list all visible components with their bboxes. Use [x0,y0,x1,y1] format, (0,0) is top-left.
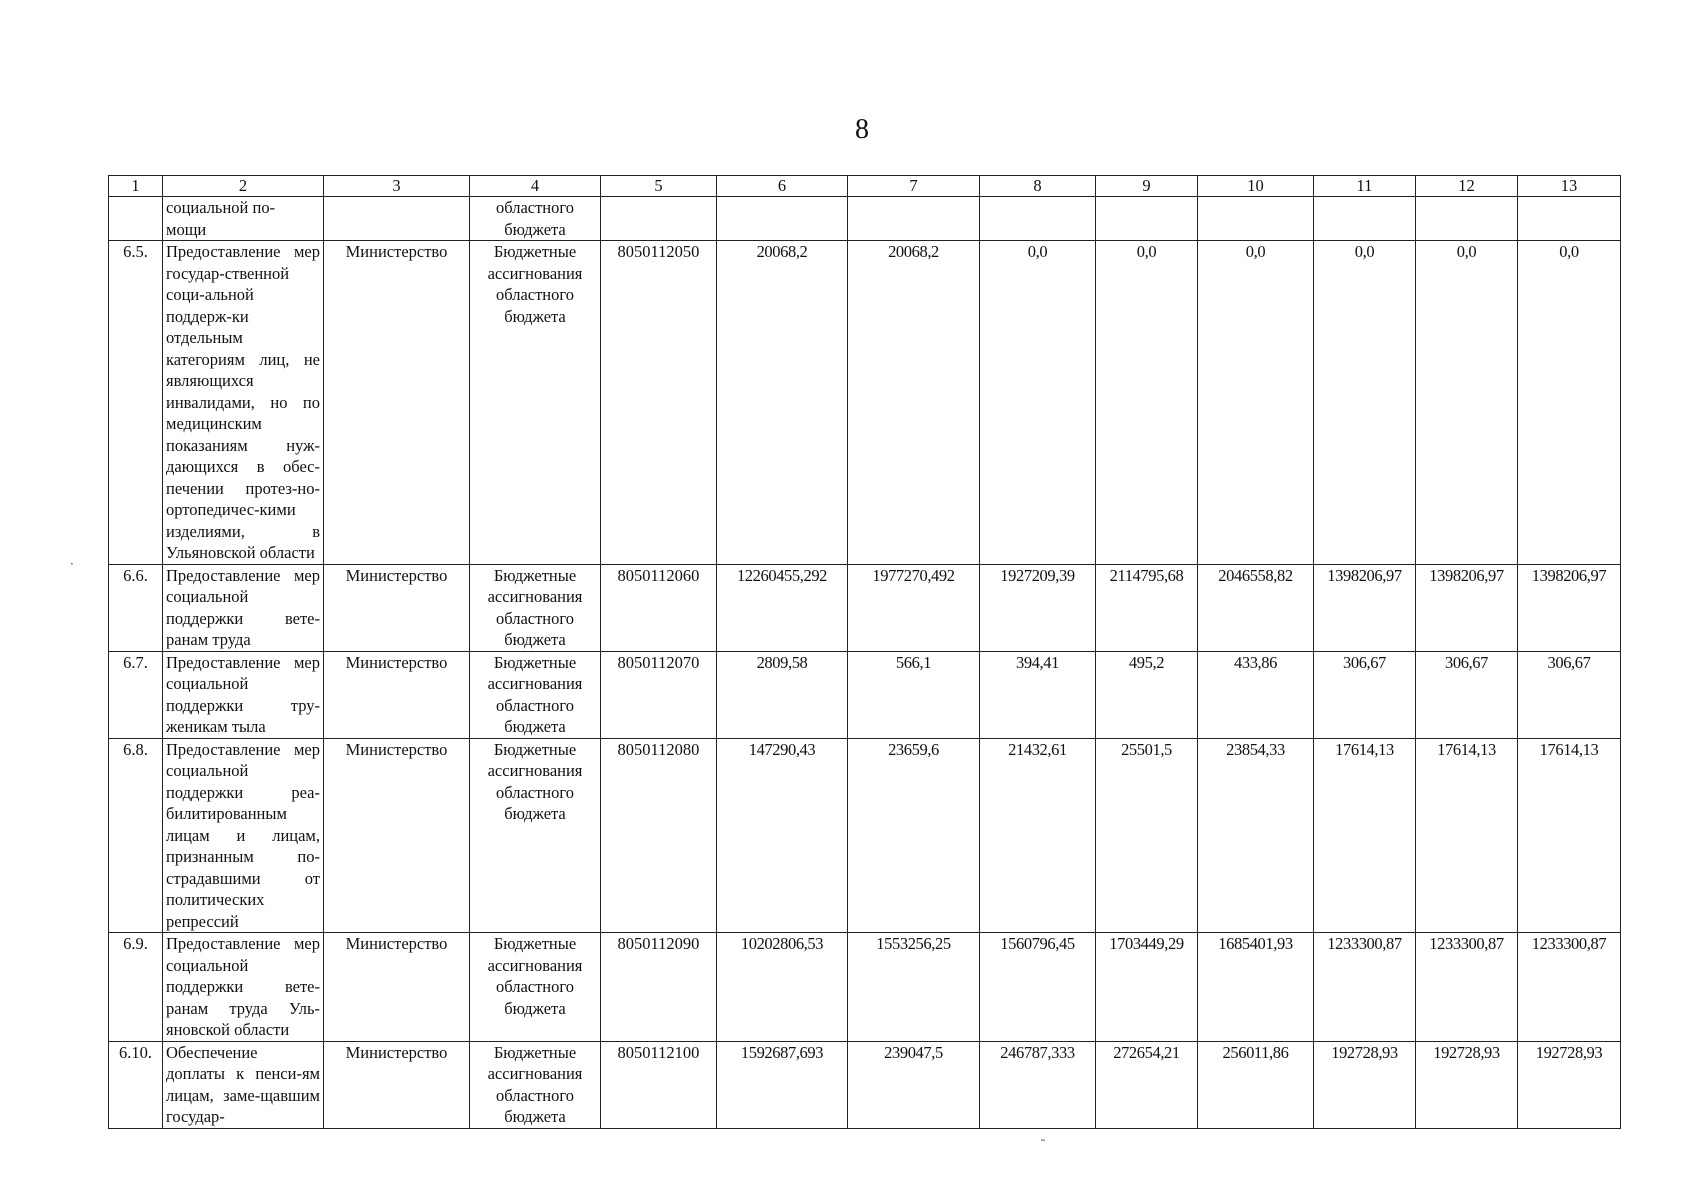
amount-col-10: 0,0 [1198,241,1314,565]
amount-col-6 [717,197,848,241]
funding-source: Бюджетные ассигнования областного бюджета [470,738,601,933]
amount-col-6: 10202806,53 [717,933,848,1042]
column-header-5: 5 [601,176,717,197]
amount-col-7: 566,1 [848,651,980,738]
amount-col-11: 17614,13 [1314,738,1416,933]
column-header-2: 2 [163,176,324,197]
amount-col-13: 0,0 [1518,241,1621,565]
page-number: 8 [855,114,869,145]
funding-source: Бюджетные ассигнования областного бюджета [470,241,601,565]
budget-code: 8050112070 [601,651,717,738]
amount-col-7: 1977270,492 [848,564,980,651]
amount-col-13: 1233300,87 [1518,933,1621,1042]
amount-col-13: 17614,13 [1518,738,1621,933]
amount-col-12: 1233300,87 [1416,933,1518,1042]
column-number-row [109,176,1621,197]
funding-source: Бюджетные ассигнования областного бюджета [470,564,601,651]
amount-col-12: 17614,13 [1416,738,1518,933]
amount-col-13 [1518,197,1621,241]
amount-col-12 [1416,197,1518,241]
amount-col-8: 21432,61 [980,738,1096,933]
amount-col-13: 1398206,97 [1518,564,1621,651]
column-header-1: 1 [109,176,163,197]
amount-col-9: 272654,21 [1096,1041,1198,1128]
row-number: 6.5. [109,241,163,565]
executor: Министерство [324,241,470,565]
column-header-4: 4 [470,176,601,197]
executor: Министерство [324,738,470,933]
amount-col-11: 0,0 [1314,241,1416,565]
amount-col-13: 306,67 [1518,651,1621,738]
amount-col-6: 147290,43 [717,738,848,933]
amount-col-11: 306,67 [1314,651,1416,738]
amount-col-6: 1592687,693 [717,1041,848,1128]
measure-name: Предоставление мер государ-ственной соци-альной поддерж-ки отдельным категориям лиц, не являющихся инвалидами, но по медицинским показаниям нуж-дающихся в обес-печении протез-но-ортопедичес-кими изделиями, в Ульяновской области [163,241,324,565]
table-row [109,241,1621,565]
measure-name: Предоставление мер социальной поддержки тру-женикам тыла [163,651,324,738]
amount-col-11: 1233300,87 [1314,933,1416,1042]
margin-mark: · [70,557,74,571]
amount-col-11 [1314,197,1416,241]
funding-source: Бюджетные ассигнования областного бюджета [470,1041,601,1128]
amount-col-8: 0,0 [980,241,1096,565]
budget-code [601,197,717,241]
table-row [109,651,1621,738]
column-header-8: 8 [980,176,1096,197]
row-number: 6.9. [109,933,163,1042]
measure-name: Предоставление мер социальной поддержки вете-ранам труда [163,564,324,651]
table-row [109,564,1621,651]
funding-source: областного бюджета [470,197,601,241]
amount-col-6: 20068,2 [717,241,848,565]
column-header-13: 13 [1518,176,1621,197]
amount-col-8: 394,41 [980,651,1096,738]
budget-table [108,175,1621,1129]
executor: Министерство [324,651,470,738]
measure-name: Предоставление мер социальной поддержки реа-билитированным лицам и лицам, признанным по-страдавшими от политических репрессий [163,738,324,933]
funding-source: Бюджетные ассигнования областного бюджета [470,651,601,738]
budget-code: 8050112060 [601,564,717,651]
column-header-10: 10 [1198,176,1314,197]
amount-col-7: 23659,6 [848,738,980,933]
table-row [109,738,1621,933]
amount-col-9: 25501,5 [1096,738,1198,933]
column-header-7: 7 [848,176,980,197]
amount-col-10 [1198,197,1314,241]
executor: Министерство [324,933,470,1042]
amount-col-8: 1560796,45 [980,933,1096,1042]
amount-col-8: 1927209,39 [980,564,1096,651]
amount-col-7 [848,197,980,241]
column-header-6: 6 [717,176,848,197]
table-row [109,933,1621,1042]
amount-col-11: 192728,93 [1314,1041,1416,1128]
amount-col-9 [1096,197,1198,241]
measure-name: Обеспечение доплаты к пенси-ям лицам, заме-щавшим государ- [163,1041,324,1128]
table-body [109,197,1621,1129]
margin-mark: ˜ [1040,1138,1046,1152]
amount-col-7: 20068,2 [848,241,980,565]
measure-name: Предоставление мер социальной поддержки вете-ранам труда Уль-яновской области [163,933,324,1042]
column-header-12: 12 [1416,176,1518,197]
column-header-9: 9 [1096,176,1198,197]
amount-col-11: 1398206,97 [1314,564,1416,651]
amount-col-10: 23854,33 [1198,738,1314,933]
amount-col-13: 192728,93 [1518,1041,1621,1128]
amount-col-9: 2114795,68 [1096,564,1198,651]
row-number [109,197,163,241]
budget-code: 8050112080 [601,738,717,933]
amount-col-10: 256011,86 [1198,1041,1314,1128]
budget-code: 8050112090 [601,933,717,1042]
amount-col-12: 0,0 [1416,241,1518,565]
executor [324,197,470,241]
amount-col-7: 239047,5 [848,1041,980,1128]
amount-col-7: 1553256,25 [848,933,980,1042]
row-number: 6.7. [109,651,163,738]
amount-col-9: 495,2 [1096,651,1198,738]
amount-col-6: 12260455,292 [717,564,848,651]
measure-name: социальной по- мощи [163,197,324,241]
table-row [109,1041,1621,1128]
amount-col-10: 433,86 [1198,651,1314,738]
budget-code: 8050112100 [601,1041,717,1128]
amount-col-10: 2046558,82 [1198,564,1314,651]
executor: Министерство [324,1041,470,1128]
amount-col-12: 306,67 [1416,651,1518,738]
column-header-11: 11 [1314,176,1416,197]
amount-col-8 [980,197,1096,241]
amount-col-12: 1398206,97 [1416,564,1518,651]
amount-col-8: 246787,333 [980,1041,1096,1128]
row-number: 6.10. [109,1041,163,1128]
row-number: 6.6. [109,564,163,651]
amount-col-9: 1703449,29 [1096,933,1198,1042]
budget-code: 8050112050 [601,241,717,565]
amount-col-10: 1685401,93 [1198,933,1314,1042]
amount-col-9: 0,0 [1096,241,1198,565]
executor: Министерство [324,564,470,651]
funding-source: Бюджетные ассигнования областного бюджета [470,933,601,1042]
column-header-3: 3 [324,176,470,197]
row-number: 6.8. [109,738,163,933]
amount-col-6: 2809,58 [717,651,848,738]
table-row [109,197,1621,241]
amount-col-12: 192728,93 [1416,1041,1518,1128]
